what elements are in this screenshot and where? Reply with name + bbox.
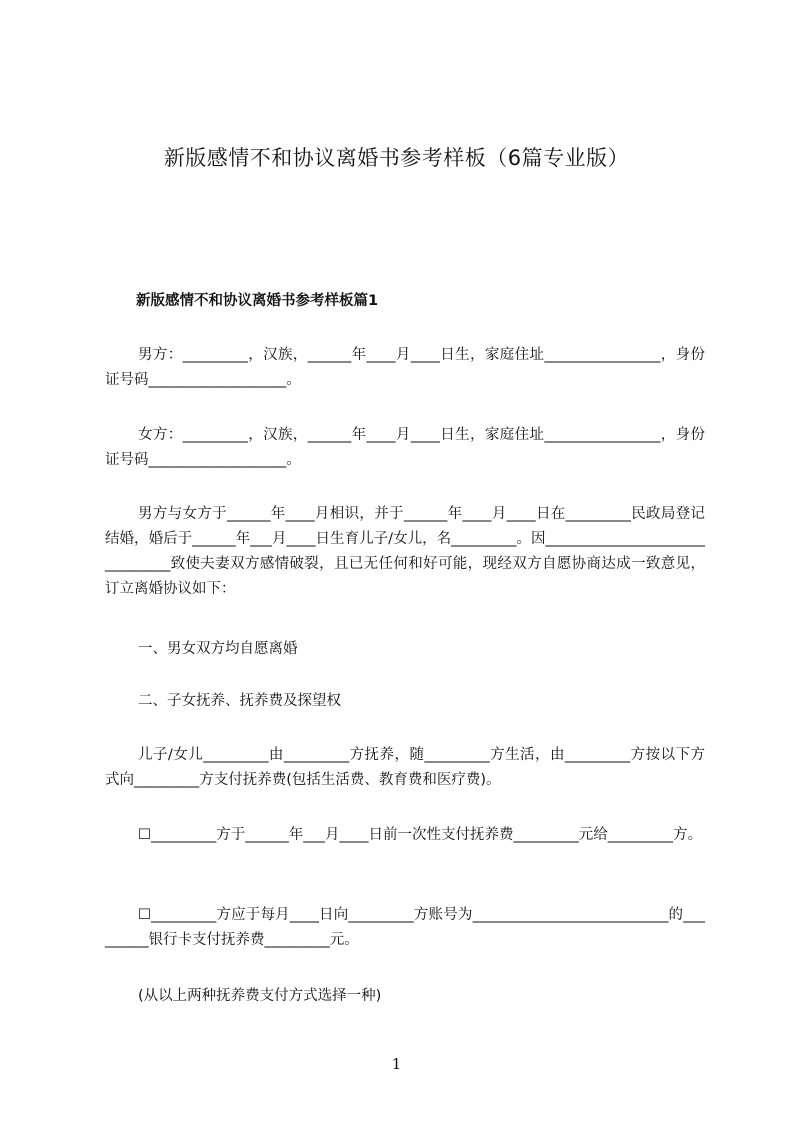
paragraph-child-custody: 儿子/女儿_________由_________方抚养，随_________方生活，由_________方按以下方式向_________方支付抚养费(包括生活费、教育费和医疗费)。 bbox=[105, 747, 705, 788]
paragraph-marriage-history: 男方与女方于______年____月相识，并于______年____月____日在_________民政局登记结婚，婚后于______年___月____日生育儿子/女儿，名_________。因_______________________________致使夫妻双方感情破裂，且已无任何和好可能，现经双方自愿协商达成一致意见，订立离婚协议如下： bbox=[105, 506, 705, 597]
paragraph-female-party: 女方：_________，汉族，______年____月____日生，家庭住址________________，身份证号码___________________。 bbox=[105, 427, 705, 468]
paragraph-monthly-option: ☐_________方应于每月____日向_________方账号为___________________________的_________银行卡支付抚养费_________元。 bbox=[105, 907, 705, 948]
paragraph-lump-sum-option: ☐_________方于______年___月____日前一次性支付抚养费_________元给_________方。 bbox=[138, 827, 702, 843]
clause-two-heading: 二、子女抚养、抚养费及探望权 bbox=[138, 693, 341, 709]
paragraph-payment-note: (从以上两种抚养费支付方式选择一种) bbox=[138, 988, 382, 1004]
page-number: 1 bbox=[391, 1055, 402, 1073]
clause-one-heading: 一、男女双方均自愿离婚 bbox=[138, 641, 298, 657]
document-title: 新版感情不和协议离婚书参考样板（6篇专业版） bbox=[163, 146, 630, 170]
section-title: 新版感情不和协议离婚书参考样板篇1 bbox=[136, 293, 379, 309]
paragraph-male-party: 男方：_________，汉族，______年____月____日生，家庭住址________________，身份证号码___________________。 bbox=[105, 347, 705, 388]
